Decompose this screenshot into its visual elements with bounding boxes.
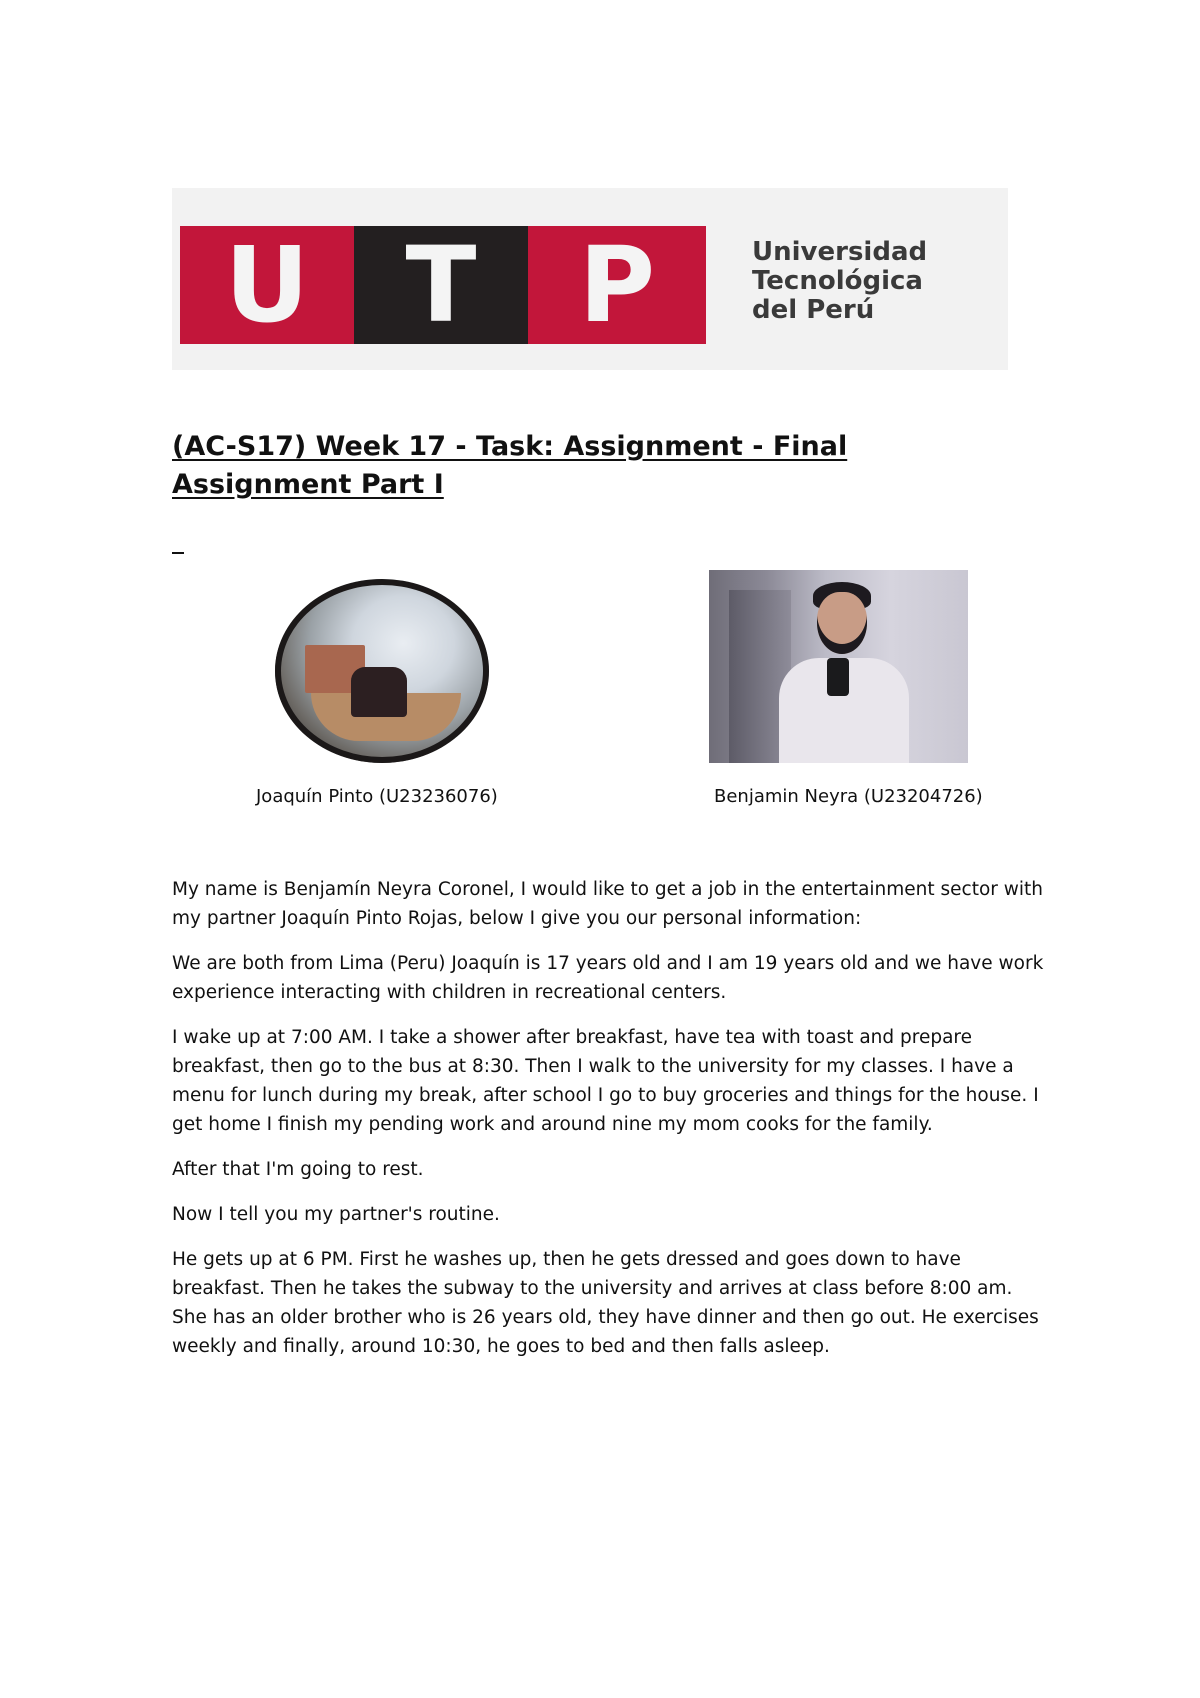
paragraph: Now I tell you my partner's routine. xyxy=(172,1204,500,1225)
logo-block-u: U xyxy=(180,226,354,344)
underline-mark xyxy=(172,552,184,554)
logo-block-p: P xyxy=(528,226,706,344)
paragraph: We are both from Lima (Peru) Joaquín is 17 years old and I am 19 years old and we have work experience interacting with children in recreational centers. xyxy=(172,953,1044,1003)
photo-benjamin xyxy=(709,570,968,763)
paragraph: My name is Benjamín Neyra Coronel, I would like to get a job in the entertainment sector with my partner Joaquín Pinto Rojas, below I give you our personal information: xyxy=(172,879,1044,929)
photo-phone xyxy=(827,658,849,696)
university-name-line: Tecnológica xyxy=(752,266,923,296)
university-name-line: del Perú xyxy=(752,295,875,325)
photo-joaquin xyxy=(271,575,495,767)
document-title: (AC-S17) Week 17 - Task: Assignment - Final Assignment Part I xyxy=(172,431,848,500)
photo-group xyxy=(351,667,407,717)
body-text xyxy=(172,875,1052,1377)
university-name-line: Universidad xyxy=(752,237,928,267)
caption-joaquin: Joaquín Pinto (U23236076) xyxy=(256,786,498,807)
paragraph: He gets up at 6 PM. First he washes up, then he gets dressed and goes down to have breakfast. Then he takes the subway to the university and arrives at class before 8:00 am. She has an older brother who is 26 years old, they have dinner and then go out. He exercises weekly and finally, around 10:30, he goes to bed and then falls asleep. xyxy=(172,1249,1039,1357)
university-name xyxy=(752,238,927,325)
caption-benjamin: Benjamin Neyra (U23204726) xyxy=(714,786,983,807)
paragraph: I wake up at 7:00 AM. I take a shower after breakfast, have tea with toast and prepare breakfast, then go to the bus at 8:30. Then I walk to the university for my classes. I have a menu for lunch during my break, after school I go to buy groceries and things for the house. I get home I finish my pending work and around nine my mom cooks for the family. xyxy=(172,1027,1039,1135)
photo-person-head xyxy=(817,592,867,654)
utp-logo xyxy=(172,188,1008,370)
paragraph: After that I'm going to rest. xyxy=(172,1159,424,1180)
logo-block-t: T xyxy=(354,226,528,344)
